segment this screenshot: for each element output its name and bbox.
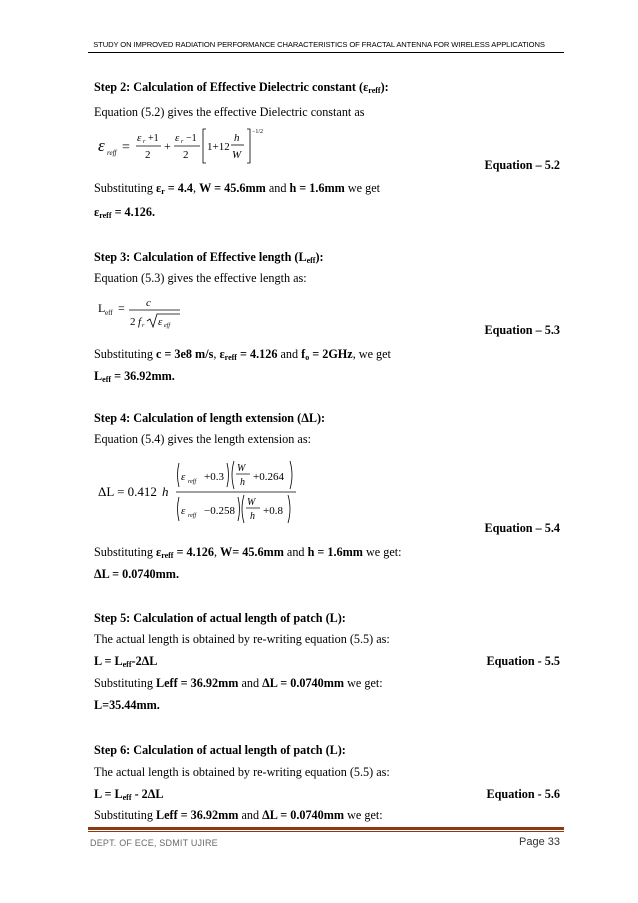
svg-text:r: r <box>143 139 146 145</box>
equation-5-2-image <box>96 125 266 172</box>
equation-5-2-label: Equation – 5.2 <box>484 158 560 172</box>
svg-text:ε: ε <box>181 505 186 517</box>
svg-text:ΔL = 0.412: ΔL = 0.412 <box>98 484 157 499</box>
page-number: Page 33 <box>519 836 560 848</box>
svg-text:=: = <box>122 140 130 155</box>
svg-text:−0.258: −0.258 <box>204 505 235 517</box>
svg-text:L: L <box>98 301 106 315</box>
svg-text:−1/2: −1/2 <box>252 129 264 135</box>
step2-intro: Equation (5.2) gives the effective Dielectric constant as <box>94 105 365 119</box>
svg-text:reff: reff <box>188 513 197 519</box>
svg-text:+1: +1 <box>148 133 159 144</box>
equation-5-6-label: Equation - 5.6 <box>486 787 560 801</box>
svg-text:+0.8: +0.8 <box>263 505 283 517</box>
svg-text:h: h <box>162 484 169 499</box>
step6-heading: Step 6: Calculation of actual length of patch (L): <box>94 743 346 757</box>
svg-text:ε: ε <box>158 316 163 328</box>
svg-text:W: W <box>237 463 246 474</box>
step4-result: ΔL = 0.0740mm. <box>94 567 180 581</box>
page-header: STUDY ON IMPROVED RADIATION PERFORMANCE CHARACTERISTICS OF FRACTAL ANTENNA FOR WIRELESS APPLICATIONS <box>93 40 545 49</box>
svg-text:2: 2 <box>183 149 189 161</box>
step5-heading: Step 5: Calculation of actual length of patch (L): <box>94 611 346 625</box>
step5-formula: $L = L_{eff}-2\Delta L$ <box>94 654 158 669</box>
svg-text:ε: ε <box>137 132 142 144</box>
step4-substitution: Substituting $\varepsilon_{reff} = 4.126$, W= 45.6mm and h = 1.6mm we get: <box>94 545 402 560</box>
step5-substitution: Substituting Leff = 36.92mm and ΔL = 0.0740mm we get: <box>94 676 383 690</box>
step4-intro: Equation (5.4) gives the length extension as: <box>94 432 311 446</box>
svg-text:=: = <box>118 301 125 315</box>
svg-text:reff: reff <box>188 479 197 485</box>
step3-intro: Equation (5.3) gives the effective length as: <box>94 271 307 285</box>
step6-formula: $L = L_{eff} - 2\Delta L$ <box>94 787 164 802</box>
svg-text:+0.3: +0.3 <box>204 471 224 483</box>
equation-5-4-label: Equation – 5.4 <box>484 521 560 535</box>
equation-5-5-label: Equation - 5.5 <box>486 654 560 668</box>
svg-text:h: h <box>240 477 245 488</box>
step5-result: L=35.44mm. <box>94 698 160 712</box>
svg-text:eff: eff <box>164 323 170 329</box>
equation-5-3-image <box>96 294 196 337</box>
step6-substitution: Substituting Leff = 36.92mm and ΔL = 0.0740mm we get: <box>94 808 383 822</box>
step2-result: $\varepsilon_{reff} = 4.126$. <box>94 205 156 220</box>
step2-substitution: Substituting $\varepsilon_r = 4.4$, W = 45.6mm and h = 1.6mm we get <box>94 181 381 196</box>
svg-text:r: r <box>142 323 145 329</box>
svg-text:reff: reff <box>107 149 117 157</box>
equation-5-3-label: Equation – 5.3 <box>484 323 560 337</box>
svg-text:h: h <box>234 132 240 144</box>
svg-text:f: f <box>138 316 142 328</box>
svg-text:+0.264: +0.264 <box>253 471 284 483</box>
svg-text:2: 2 <box>145 149 151 161</box>
step6-intro: The actual length is obtained by re-writing equation (5.5) as: <box>94 765 390 779</box>
footer-department: DEPT. OF ECE, SDMIT UJIRE <box>90 838 218 848</box>
footer-rule-thin <box>88 831 564 832</box>
step4-heading: Step 4: Calculation of length extension (ΔL): <box>94 411 326 425</box>
svg-text:2: 2 <box>130 316 136 328</box>
step5-intro: The actual length is obtained by re-writing equation (5.5) as: <box>94 632 390 646</box>
svg-text:h: h <box>250 511 255 522</box>
svg-text:c: c <box>146 297 151 309</box>
svg-text:W: W <box>247 497 256 508</box>
header-rule <box>88 52 564 53</box>
step3-result: $L_{eff} = 36.92mm$. <box>94 369 175 384</box>
step2-heading: Step 2: Calculation of Effective Dielectric constant $(\varepsilon_{reff})$: <box>94 80 389 95</box>
svg-text:ε: ε <box>175 132 180 144</box>
svg-text:−1: −1 <box>186 133 197 144</box>
svg-text:ε: ε <box>98 136 105 155</box>
svg-text:ε: ε <box>181 471 186 483</box>
svg-text:1+12: 1+12 <box>207 141 230 153</box>
svg-text:r: r <box>181 139 184 145</box>
equation-5-4-image <box>96 457 306 530</box>
svg-text:W: W <box>232 149 242 161</box>
svg-text:eff: eff <box>105 309 113 317</box>
svg-text:+: + <box>164 139 171 153</box>
step3-heading: Step 3: Calculation of Effective length $(L_{eff})$: <box>94 250 324 265</box>
step3-substitution: Substituting c = 3e8 m/s, $\varepsilon_{reff} = 4.126$ and $f_o = 2GHz$, we get <box>94 347 391 362</box>
footer-rule-thick <box>88 827 564 830</box>
